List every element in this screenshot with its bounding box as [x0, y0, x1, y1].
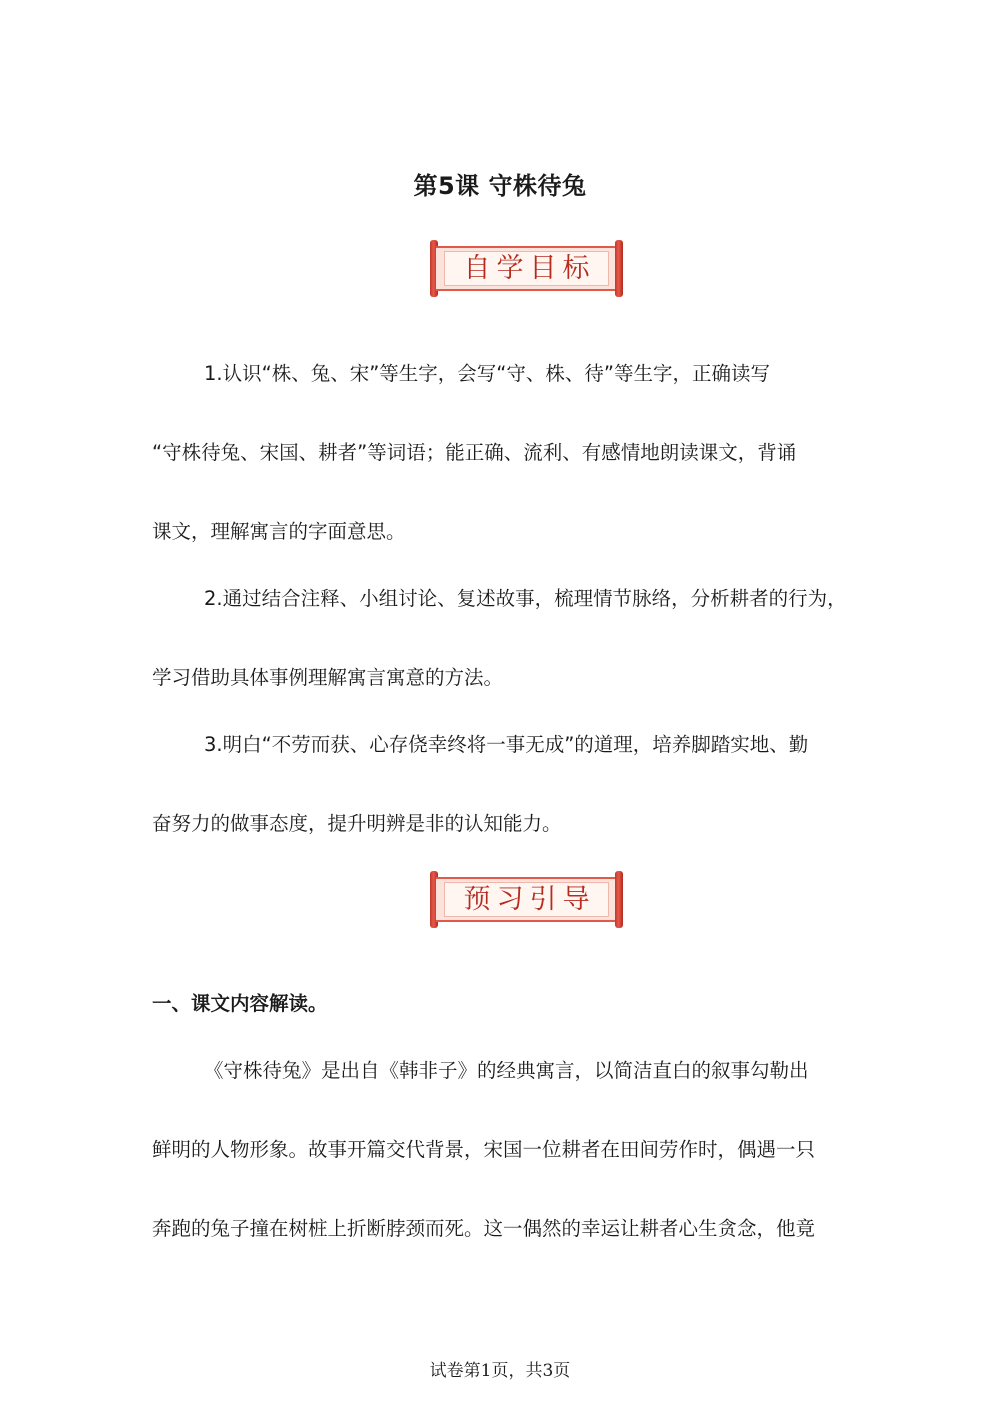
section-heading: 一、课文内容解读。 — [152, 992, 328, 1015]
goal-3-line-1: 3.明白“不劳而获、心存侥幸终将一事无成”的道理，培养脚踏实地、勤 — [204, 733, 809, 756]
section-line-3: 奔跑的兔子撞在树桩上折断脖颈而死。这一偶然的幸运让耕者心生贪念，他竟 — [152, 1217, 816, 1240]
scroll-rod-right — [615, 871, 623, 928]
section-line-2: 鲜明的人物形象。故事开篇交代背景，宋国一位耕者在田间劳作时，偶遇一只 — [152, 1138, 816, 1161]
goal-1-line-1: 1.认识“株、兔、宋”等生字，会写“守、株、待”等生字，正确读写 — [204, 362, 771, 385]
page-title: 第5课 守株待兔 — [413, 172, 587, 200]
preview-banner — [430, 871, 623, 928]
section-line-1: 《守株待兔》是出自《韩非子》的经典寓言，以简洁直白的叙事勾勒出 — [204, 1059, 809, 1082]
goal-2-line-2: 学习借助具体事例理解寓言寓意的方法。 — [152, 666, 504, 689]
goals-banner-label: 自学目标 — [463, 253, 596, 284]
goal-1-line-2: “守株待兔、宋国、耕者”等词语；能正确、流利、有感情地朗读课文，背诵 — [152, 441, 797, 464]
goal-2-line-1: 2.通过结合注释、小组讨论、复述故事，梳理情节脉络，分析耕者的行为， — [204, 587, 847, 610]
scroll-body — [436, 877, 617, 922]
scroll-body — [436, 246, 617, 291]
page-footer: 试卷第1页，共3页 — [429, 1361, 571, 1381]
preview-banner-label: 预习引导 — [463, 884, 596, 915]
goal-1-line-3: 课文，理解寓言的字面意思。 — [152, 520, 406, 543]
goal-3-line-2: 奋努力的做事态度，提升明辨是非的认知能力。 — [152, 812, 562, 835]
scroll-rod-right — [615, 240, 623, 297]
goals-banner — [430, 240, 623, 297]
